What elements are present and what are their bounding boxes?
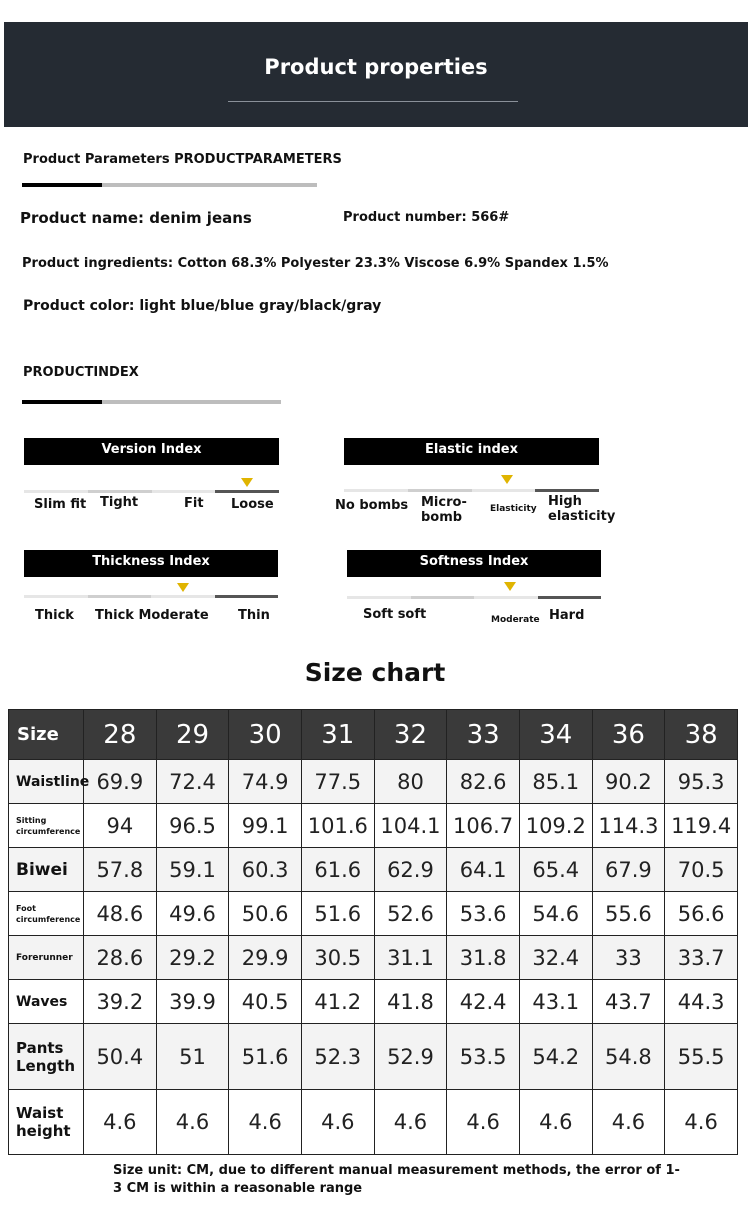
row-label-line: height [16,1121,71,1140]
table-cell: 94 [84,804,157,848]
table-cell: 29.2 [156,936,229,980]
table-cell: 53.5 [447,1024,520,1089]
table-cell: 119.4 [665,804,738,848]
table-cell: 114.3 [592,804,665,848]
table-cell: 64.1 [447,848,520,892]
row-label-sitting-circumference [9,804,84,848]
table-cell: 74.9 [229,760,302,804]
table-cell: 4.6 [592,1089,665,1154]
elastic-index-scale [344,489,599,492]
elastic-index-title: Elastic index [344,438,599,465]
table-cell: 40.5 [229,980,302,1024]
table-cell: 57.8 [84,848,157,892]
table-cell: 53.6 [447,892,520,936]
index-underline-dark [22,400,102,404]
table-cell: 51 [156,1024,229,1089]
table-cell: 41.8 [374,980,447,1024]
table-cell: 39.2 [84,980,157,1024]
table-row [9,760,738,804]
index-underline-light [102,400,281,404]
softness-index-title: Softness Index [347,550,601,577]
table-cell: 33.7 [665,936,738,980]
thickness-label-thick: Thick [35,608,74,623]
table-cell: 30.5 [301,936,374,980]
table-cell: 28.6 [84,936,157,980]
table-cell: 41.2 [301,980,374,1024]
row-label-line: Sitting [16,815,47,825]
table-cell: 44.3 [665,980,738,1024]
table-row [9,1024,738,1089]
table-cell: 99.1 [229,804,302,848]
product-name: Product name: denim jeans [20,209,252,227]
table-cell: 101.6 [301,804,374,848]
table-cell: 43.7 [592,980,665,1024]
thickness-index-scale [24,595,278,598]
table-cell: 56.6 [665,892,738,936]
thickness-index-title: Thickness Index [24,550,278,577]
table-cell: 104.1 [374,804,447,848]
row-label-foot-circumference [9,892,84,936]
params-underline-light [102,183,317,187]
softness-label-soft-soft: Soft soft [363,607,427,622]
version-index-scale [24,490,279,493]
table-cell: 54.8 [592,1024,665,1089]
table-cell: 55.5 [665,1024,738,1089]
version-index-title: Version Index [24,438,279,465]
table-cell: 65.4 [519,848,592,892]
table-cell: 95.3 [665,760,738,804]
version-label-loose: Loose [231,497,274,512]
table-cell: 96.5 [156,804,229,848]
table-cell: 80 [374,760,447,804]
version-label-fit: Fit [184,496,204,511]
table-cell: 31.8 [447,936,520,980]
table-cell: 4.6 [229,1089,302,1154]
table-cell: 52.3 [301,1024,374,1089]
table-cell: 72.4 [156,760,229,804]
elastic-label-no-bombs: No bombs [335,498,409,513]
table-cell: 52.9 [374,1024,447,1089]
table-cell: 43.1 [519,980,592,1024]
table-row [9,804,738,848]
table-cell: 32.4 [519,936,592,980]
size-col-38: 38 [665,710,738,760]
row-label-line: Waist [16,1103,64,1122]
table-cell: 50.4 [84,1024,157,1089]
table-row [9,892,738,936]
table-cell: 90.2 [592,760,665,804]
row-label-forerunner: Forerunner [9,936,84,980]
params-underline-dark [22,183,102,187]
table-cell: 85.1 [519,760,592,804]
row-label-line: Pants [16,1038,64,1057]
table-cell: 4.6 [156,1089,229,1154]
table-cell: 51.6 [301,892,374,936]
elastic-label-micro: Micro- [421,495,467,510]
table-cell: 61.6 [301,848,374,892]
table-cell: 69.9 [84,760,157,804]
table-cell: 29.9 [229,936,302,980]
product-number: Product number: 566# [343,210,510,225]
table-cell: 109.2 [519,804,592,848]
softness-label-moderate: Moderate [491,615,540,625]
table-cell: 82.6 [447,760,520,804]
softness-index-marker [504,582,516,591]
elastic-label-bomb: bomb [421,510,463,525]
thickness-label-thick-moderate: Thick Moderate [95,608,209,623]
table-cell: 39.9 [156,980,229,1024]
table-row [9,848,738,892]
table-cell: 54.6 [519,892,592,936]
table-cell: 4.6 [374,1089,447,1154]
table-cell: 4.6 [447,1089,520,1154]
row-label-line: circumference [16,826,81,836]
version-index-marker [241,478,253,487]
table-cell: 106.7 [447,804,520,848]
thickness-index-marker [177,583,189,592]
table-cell: 55.6 [592,892,665,936]
params-section-title: Product Parameters PRODUCTPARAMETERS [23,152,342,167]
size-chart-table [8,709,738,1155]
table-cell: 4.6 [519,1089,592,1154]
row-label-waistline: Waistline [9,760,84,804]
row-label-waist-height [9,1089,84,1154]
softness-label-hard: Hard [549,608,585,623]
size-col-28: 28 [84,710,157,760]
table-cell: 4.6 [301,1089,374,1154]
table-cell: 62.9 [374,848,447,892]
table-cell: 70.5 [665,848,738,892]
index-section-title: PRODUCTINDEX [23,365,139,380]
product-color: Product color: light blue/blue gray/black/gray [23,298,382,314]
size-col-34: 34 [519,710,592,760]
table-cell: 67.9 [592,848,665,892]
elastic-index-marker [501,475,513,484]
thickness-label-thin: Thin [238,608,270,623]
table-cell: 50.6 [229,892,302,936]
table-cell: 54.2 [519,1024,592,1089]
table-cell: 48.6 [84,892,157,936]
size-col-33: 33 [447,710,520,760]
table-row [9,936,738,980]
elastic-label-high-elasticity: elasticity [548,509,616,524]
size-col-29: 29 [156,710,229,760]
row-label-waves: Waves [9,980,84,1024]
size-col-30: 30 [229,710,302,760]
row-label-biwei: Biwei [9,848,84,892]
table-cell: 49.6 [156,892,229,936]
table-cell: 4.6 [665,1089,738,1154]
elastic-label-high: High [548,494,582,509]
table-cell: 42.4 [447,980,520,1024]
row-label-line: circumference [16,914,81,924]
size-col-36: 36 [592,710,665,760]
table-cell: 31.1 [374,936,447,980]
size-col-31: 31 [301,710,374,760]
size-col-32: 32 [374,710,447,760]
size-chart-title: Size chart [304,658,446,687]
page-title: Product properties [264,55,488,79]
version-label-tight: Tight [100,495,139,510]
row-label-line: Foot [16,903,36,913]
size-header-label: Size [9,710,84,760]
product-ingredients: Product ingredients: Cotton 68.3% Polyester 23.3% Viscose 6.9% Spandex 1.5% [22,256,609,271]
table-cell: 4.6 [84,1089,157,1154]
table-row [9,1089,738,1154]
softness-index-scale [347,596,601,599]
table-cell: 51.6 [229,1024,302,1089]
version-label-slim-fit: Slim fit [34,497,87,512]
row-label-pants-length [9,1024,84,1089]
header-banner [4,22,748,127]
table-cell: 59.1 [156,848,229,892]
table-row [9,980,738,1024]
elastic-label-elasticity: Elasticity [490,504,537,514]
table-cell: 33 [592,936,665,980]
row-label-line: Length [16,1056,75,1075]
header-divider [228,101,518,102]
size-header-row [9,710,738,760]
table-cell: 60.3 [229,848,302,892]
table-cell: 77.5 [301,760,374,804]
table-cell: 52.6 [374,892,447,936]
size-chart-note: Size unit: CM, due to different manual measurement methods, the error of 1-3 CM is within a reasonable range [113,1163,680,1196]
